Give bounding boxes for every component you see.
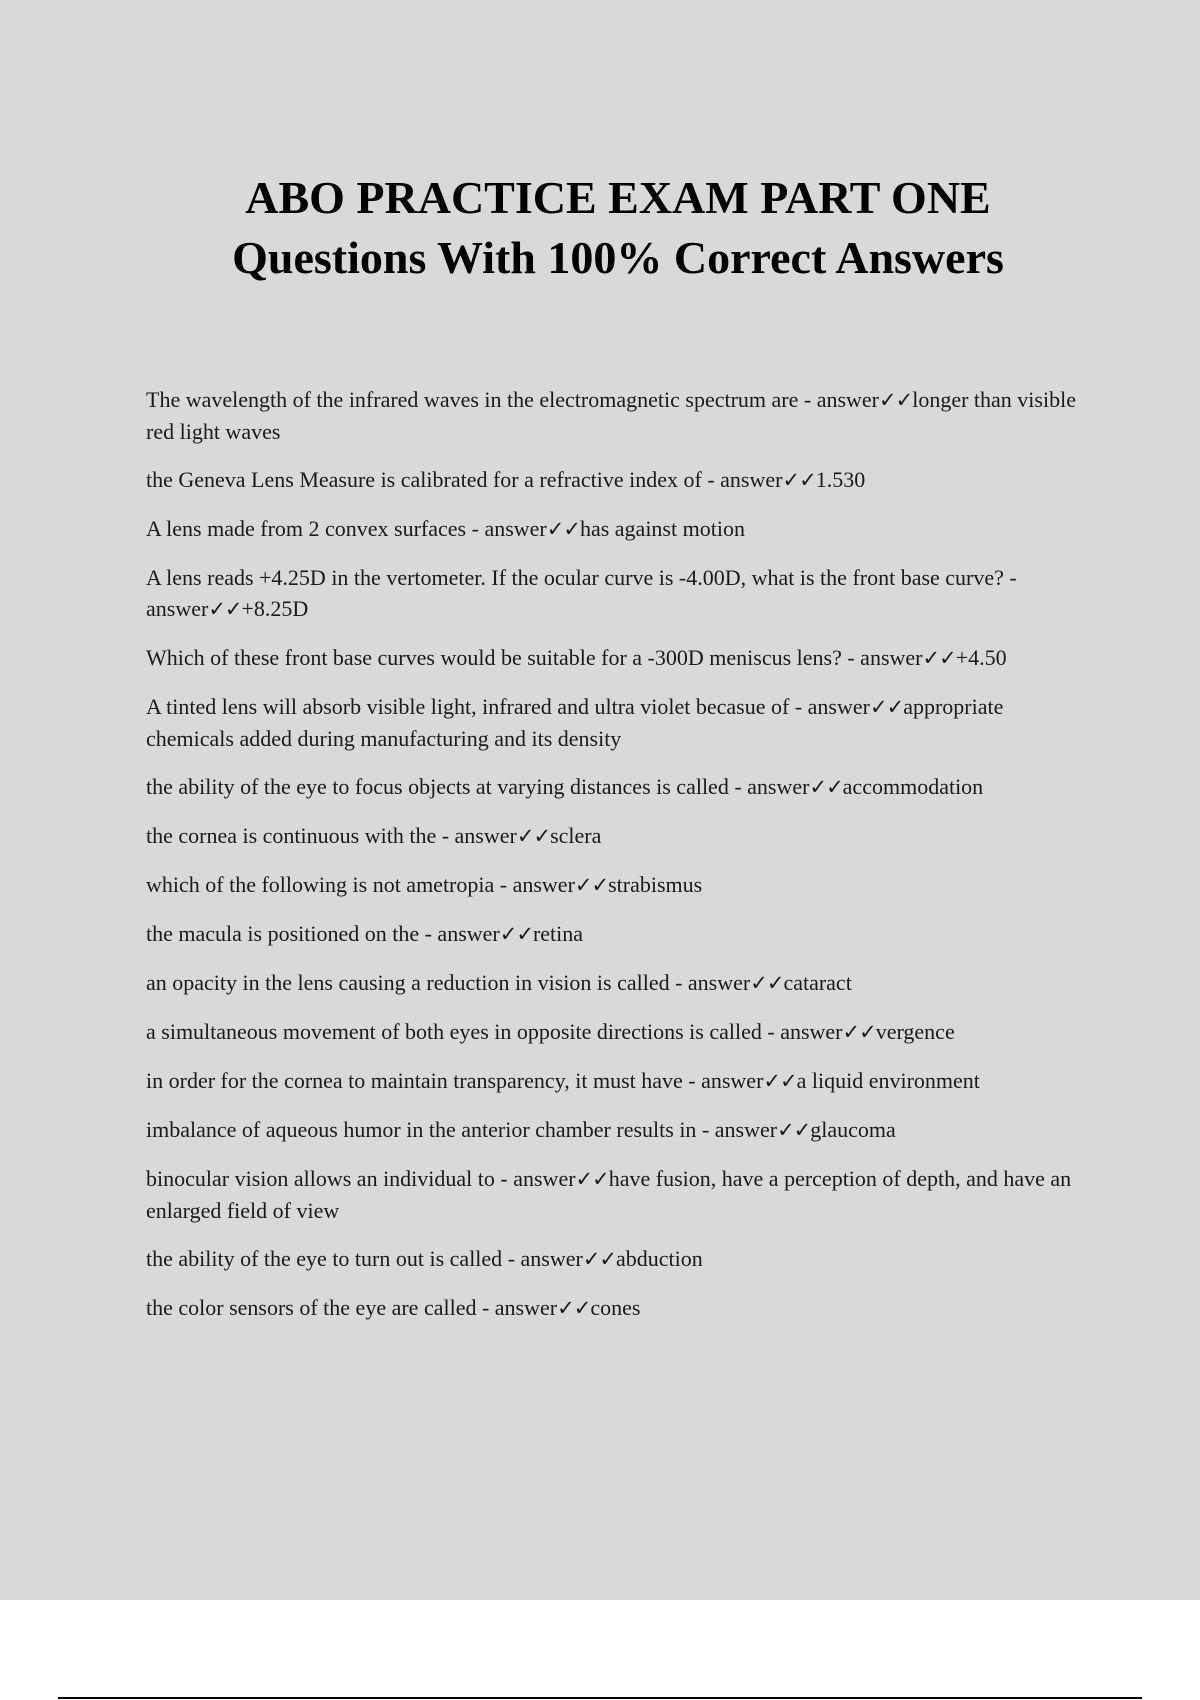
answer-text: cones xyxy=(590,1295,641,1320)
check-icon: ✓✓ xyxy=(809,775,843,799)
answer-text: longer than visible red light waves xyxy=(146,387,1076,444)
question-text: the macula is positioned on the xyxy=(146,921,420,946)
answer-marker: - answer xyxy=(500,1166,576,1191)
document-title xyxy=(0,168,1200,288)
answer-marker: - answer xyxy=(441,823,517,848)
question-text: an opacity in the lens causing a reduction in vision is called xyxy=(146,970,670,995)
question-text: the ability of the eye to focus objects at varying distances is called xyxy=(146,774,729,799)
check-icon: ✓✓ xyxy=(582,1247,617,1271)
qa-item xyxy=(146,869,1096,901)
qa-item xyxy=(146,771,1096,803)
check-icon: ✓✓ xyxy=(499,922,533,946)
qa-item xyxy=(146,1243,1096,1275)
question-text: a simultaneous movement of both eyes in opposite directions is called xyxy=(146,1019,762,1044)
footer-divider xyxy=(58,1697,1142,1699)
question-text: The wavelength of the infrared waves in the electromagnetic spectrum are xyxy=(146,387,799,412)
check-icon: ✓✓ xyxy=(763,1069,797,1093)
check-icon: ✓✓ xyxy=(777,1118,811,1142)
answer-marker: - answer xyxy=(734,774,810,799)
answer-marker: - answer xyxy=(499,872,575,897)
question-text: Which of these front base curves would be suitable for a -300D meniscus lens? xyxy=(146,645,842,670)
answer-text: cataract xyxy=(783,970,852,995)
question-text: in order for the cornea to maintain transparency, it must have xyxy=(146,1068,683,1093)
answer-marker: - answer xyxy=(146,565,1017,621)
qa-item xyxy=(146,1114,1096,1146)
answer-marker: - answer xyxy=(803,387,880,412)
answer-text: abduction xyxy=(616,1246,703,1271)
answer-marker: - answer xyxy=(675,970,751,995)
answer-marker: - answer xyxy=(707,467,783,492)
answer-marker: - answer xyxy=(507,1246,583,1271)
qa-item xyxy=(146,1292,1096,1324)
question-text: A lens reads +4.25D in the vertometer. If the ocular curve is -4.00D, what is the front base curve? xyxy=(146,565,1004,590)
qa-item xyxy=(146,1016,1096,1048)
qa-item xyxy=(146,967,1096,999)
qa-item xyxy=(146,464,1096,496)
answer-text: a liquid environment xyxy=(796,1068,980,1093)
answer-text: appropriate chemicals added during manufacturing and its density xyxy=(146,694,1004,751)
qa-item xyxy=(146,642,1096,674)
check-icon: ✓✓ xyxy=(750,971,784,995)
question-text: the Geneva Lens Measure is calibrated for a refractive index of xyxy=(146,467,702,492)
check-icon: ✓✓ xyxy=(879,388,913,412)
check-icon: ✓✓ xyxy=(574,873,609,897)
qa-item xyxy=(146,918,1096,950)
qa-item xyxy=(146,384,1096,447)
check-icon: ✓✓ xyxy=(557,1296,591,1320)
qa-item xyxy=(146,1163,1096,1226)
question-text: A tinted lens will absorb visible light, infrared and ultra violet becasue of xyxy=(146,694,790,719)
qa-item xyxy=(146,820,1096,852)
answer-text: sclera xyxy=(550,823,602,848)
check-icon: ✓✓ xyxy=(516,824,551,848)
qa-item xyxy=(146,1065,1096,1097)
answer-text: have fusion, have a perception of depth, and have an enlarged field of view xyxy=(146,1166,1072,1223)
answer-marker: - answer xyxy=(847,645,923,670)
qa-item xyxy=(146,513,1096,545)
check-icon: ✓✓ xyxy=(575,1167,609,1191)
check-icon: ✓✓ xyxy=(869,695,904,719)
answer-text: has against motion xyxy=(579,516,745,541)
question-text: the cornea is continuous with the xyxy=(146,823,437,848)
check-icon: ✓✓ xyxy=(546,517,580,541)
answer-marker: - answer xyxy=(481,1295,558,1320)
question-text: the ability of the eye to turn out is called xyxy=(146,1246,503,1271)
answer-marker: - answer xyxy=(767,1019,843,1044)
answer-text: strabismus xyxy=(608,872,703,897)
check-icon: ✓✓ xyxy=(842,1020,876,1044)
answer-text: glaucoma xyxy=(810,1117,896,1142)
title-line-2: Questions With 100% Correct Answers xyxy=(232,232,1004,283)
check-icon: ✓✓ xyxy=(208,597,242,621)
question-text: which of the following is not ametropia xyxy=(146,872,495,897)
check-icon: ✓✓ xyxy=(782,468,816,492)
answer-text: +8.25D xyxy=(241,596,309,621)
qa-item xyxy=(146,691,1096,754)
answer-text: +4.50 xyxy=(955,645,1007,670)
answer-marker: - answer xyxy=(701,1117,778,1142)
answer-text: accommodation xyxy=(842,774,984,799)
answer-marker: - answer xyxy=(794,694,870,719)
question-text: the color sensors of the eye are called xyxy=(146,1295,477,1320)
answer-marker: - answer xyxy=(688,1068,764,1093)
qa-item xyxy=(146,562,1096,625)
answer-marker: - answer xyxy=(471,516,547,541)
answer-text: retina xyxy=(532,921,584,946)
title-line-1: ABO PRACTICE EXAM PART ONE xyxy=(245,172,991,223)
answer-text: vergence xyxy=(875,1019,955,1044)
question-text: binocular vision allows an individual to xyxy=(146,1166,495,1191)
answer-text: 1.530 xyxy=(815,467,866,492)
check-icon: ✓✓ xyxy=(922,646,956,670)
question-text: A lens made from 2 convex surfaces xyxy=(146,516,467,541)
question-text: imbalance of aqueous humor in the anterior chamber results in xyxy=(146,1117,697,1142)
answer-marker: - answer xyxy=(424,921,500,946)
question-answer-list xyxy=(146,384,1096,1341)
